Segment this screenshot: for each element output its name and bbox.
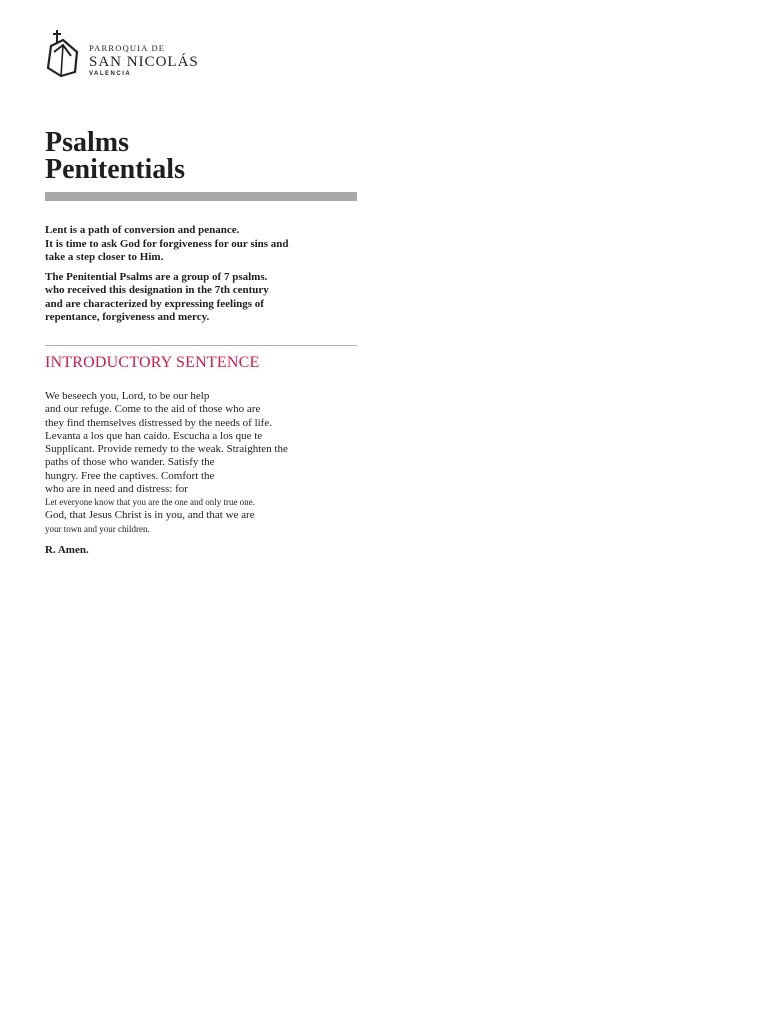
intro-line: It is time to ask God for forgiveness for our sins and	[45, 237, 289, 250]
prayer-line: hungry. Free the captives. Comfort the	[45, 469, 215, 482]
title-line-2: Penitentials	[45, 154, 185, 185]
logo-city: VALENCIA	[89, 70, 132, 77]
prayer-response: R. Amen.	[45, 544, 89, 556]
logo-subtitle: PARROQUIA DE	[89, 43, 166, 53]
intro-line: and are characterized by expressing feelings of	[45, 297, 264, 310]
prayer-text	[45, 390, 365, 536]
intro-line: The Penitential Psalms are a group of 7 psalms.	[45, 270, 268, 283]
intro-paragraph-2	[45, 271, 365, 325]
intro-line: who received this designation in the 7th century	[45, 284, 269, 296]
page-title	[45, 129, 185, 183]
intro-line: take a step closer to Him.	[45, 251, 164, 263]
intro-text	[45, 224, 365, 331]
title-line-1: Psalms	[45, 127, 129, 158]
title-underline-bar	[45, 192, 357, 201]
logo-title: SAN NICOLÁS	[89, 53, 199, 70]
prayer-line: paths of those who wander. Satisfy the	[45, 456, 215, 469]
intro-line: Lent is a path of conversion and penance.	[45, 224, 240, 236]
prayer-line: your town and your children.	[45, 523, 150, 534]
prayer-line: they find themselves distressed by the needs of life.	[45, 416, 272, 429]
logo-text	[89, 44, 199, 77]
intro-line: repentance, forgiveness and mercy.	[45, 311, 210, 323]
prayer-line: Supplicant. Provide remedy to the weak. Straighten the	[45, 443, 288, 456]
parish-logo	[45, 28, 215, 78]
prayer-line: Let everyone know that you are the one and only true one.	[45, 497, 255, 508]
prayer-line: We beseech you, Lord, to be our help	[45, 390, 210, 402]
prayer-line: who are in need and distress: for	[45, 483, 188, 496]
prayer-line: and our refuge. Come to the aid of those who are	[45, 403, 261, 416]
church-icon	[45, 28, 81, 78]
intro-paragraph-1	[45, 224, 365, 265]
section-divider	[45, 345, 357, 346]
prayer-line: Levanta a los que han caído. Escucha a los que te	[45, 429, 263, 442]
section-heading: INTRODUCTORY SENTENCE	[45, 354, 260, 371]
prayer-line: God, that Jesus Christ is in you, and that we are	[45, 509, 255, 522]
